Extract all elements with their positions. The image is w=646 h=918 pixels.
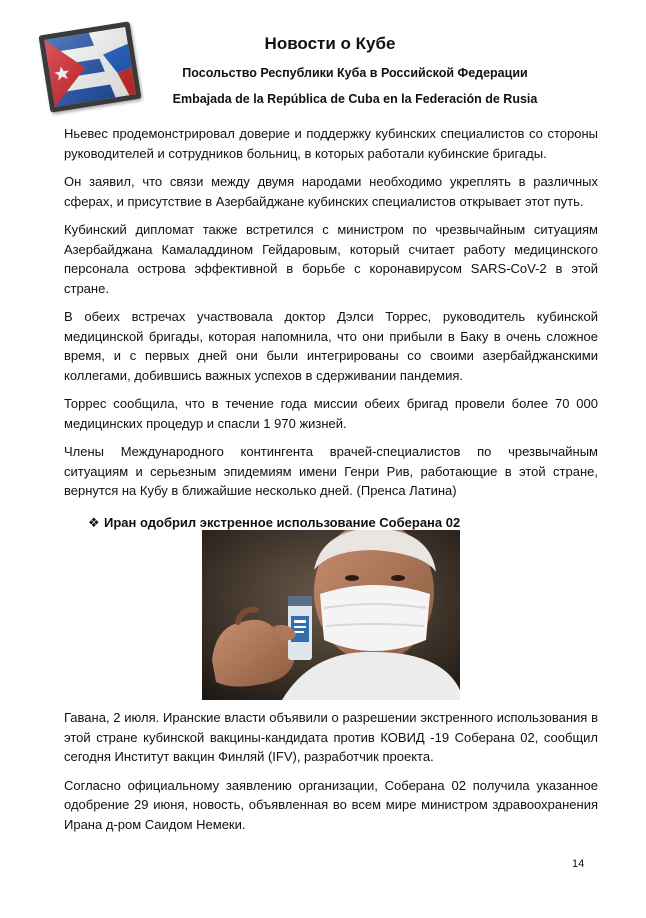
paragraph: Ньевес продемонстрировал доверие и поддержку кубинских специалистов со стороны руководителей и сотрудников больниц, в которых работали кубинские бригады. [64, 126, 598, 161]
paragraph: В обеих встречах участвовала доктор Дэлси Торрес, руководитель кубинской медицинской бригады, которая напомнила, что они прибыли в Баку в очень сложное время, и с первых дней они были интегрированы со своими азербайджанскими коллегами, добившись важных успехов в сдерживании пандемия. [64, 309, 598, 383]
article-2-heading [88, 515, 460, 531]
paragraph: Кубинский дипломат также встретился с министром по чрезвычайным ситуациям Азербайджана Камаладдином Гейдаровым, который считает работу медицинского персонала острова эффективной в борьбе с коронавирусом SARS-CoV-2 в этой стране. [64, 222, 598, 296]
page-number: 14 [572, 858, 585, 870]
paragraph: Согласно официальному заявлению организации, Соберана 02 получила указанное одобрение 29 июня, новость, объявленная во всем мире министром здравоохранения Ирана д-ром Саидом Немеки. [64, 777, 598, 832]
diamond-bullet-icon: ❖ [88, 515, 100, 530]
paragraph: Гавана, 2 июля. Иранские власти объявили о разрешении экстренного использования в этой стране кубинской вакцины-кандидата против КОВИД -19 Соберана 02, сообщил сегодня Институт вакцин Финляй (IFV), разработчик проекта. [64, 710, 598, 764]
paragraph: Члены Международного контингента врачей-специалистов по чрезвычайным ситуациям и серьезным эпидемиям имени Генри Рив, работающие в этой стране, вернутся на Кубу в ближайшие несколько дней. (Пренса Латина) [64, 444, 598, 498]
embassy-name-ru: Посольство Республики Куба в Российской Федерации [182, 66, 528, 80]
embassy-name-es: Embajada de la República de Cuba en la Federación de Rusia [172, 92, 538, 106]
page-title: Новости о Кубе [264, 34, 396, 53]
paragraph: Торрес сообщила, что в течение года миссии обеих бригад провели более 70 000 медицинских процедур и спасли 1 970 жизней. [64, 396, 598, 431]
article-photo [202, 530, 460, 700]
article-2-heading-text: Иран одобрил экстренное использование Соберана 02 [104, 515, 461, 530]
article-1-body [64, 124, 598, 510]
paragraph: Он заявил, что связи между двумя народами необходимо укреплять в различных сферах, и присутствие в Азербайджане кубинских специалистов открывает этот путь. [64, 174, 598, 209]
article-2-body [64, 708, 598, 843]
